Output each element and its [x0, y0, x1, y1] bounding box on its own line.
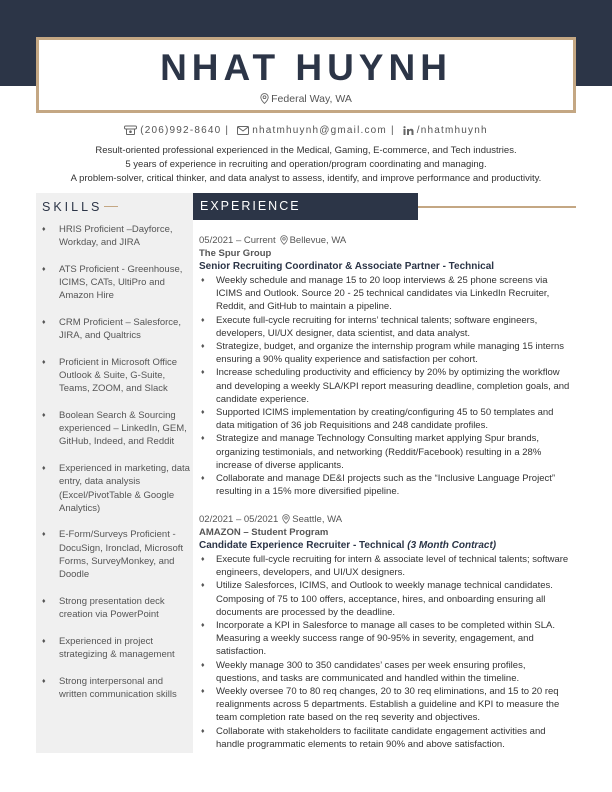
- job-title: Candidate Experience Recruiter - Technical (3 Month Contract): [199, 540, 497, 551]
- location-pin-icon: [280, 235, 288, 245]
- diamond-bullet-icon: ♦: [42, 226, 46, 233]
- skill-item: ♦ Experienced in project strategizing & management: [42, 635, 175, 660]
- experience-accent-line: [418, 206, 576, 208]
- linkedin-handle[interactable]: /nhatmhuynh: [416, 125, 488, 136]
- job-bullet: ♦ Weekly oversee 70 to 80 req changes, 20 to 30 req eliminations, and 15 to 20 req realignments across 5 departments. Establish a guideline and KPI to measure the team completion rate based on the req severity and objectives.: [201, 686, 560, 724]
- skill-item: ♦ E-Form/Surveys Proficient - DocuSign, Ironclad, Microsoft Forms, SurveyMonkey, and Doodle: [42, 529, 184, 581]
- job-bullet: ♦ Execute full-cycle recruiting for interns’ technical talents; software engineers, developers, UI/UX designer, data scientist, and data analyst.: [201, 314, 538, 339]
- diamond-bullet-icon: ♦: [201, 622, 205, 630]
- job-title: Senior Recruiting Coordinator & Associate Partner - Technical: [199, 261, 495, 272]
- skills-heading: SKILLS: [42, 200, 118, 214]
- summary-line: A problem-solver, critical thinker, and data analyst to assess, identify, and improve performance and productivity.: [70, 173, 542, 184]
- diamond-bullet-icon: ♦: [42, 358, 46, 366]
- location-text: Federal Way, WA: [271, 93, 352, 105]
- summary: [40, 144, 572, 186]
- header-location: [39, 92, 573, 106]
- contact-separator: |: [225, 125, 230, 136]
- diamond-bullet-icon: ♦: [201, 475, 205, 483]
- job-bullet: ♦ Supported ICIMS implementation by creating/configuring 45 to 50 templates and data mitigation of 36 job Requisitions and 248 candidate profiles.: [201, 407, 554, 432]
- job-bullet: ♦ Increase scheduling productivity and efficiency by 20% by optimizing the workflow and developing a weekly SLA/KPI report measuring deadline, completion goals, and candidate experience.: [201, 367, 570, 405]
- job-bullets: [199, 553, 571, 751]
- job-dates-location: 02/2021 – 05/2021 Seattle, WA: [199, 514, 343, 525]
- candidate-name: NHAT HUYNH: [160, 47, 452, 88]
- skill-item: ♦ Proficient in Microsoft Office Outlook & Suite, G-Suite, Teams, ZOOM, and Slack: [42, 356, 178, 395]
- diamond-bullet-icon: ♦: [42, 319, 46, 327]
- phone-icon: [124, 125, 137, 135]
- diamond-bullet-icon: ♦: [201, 556, 205, 563]
- diamond-bullet-icon: ♦: [42, 677, 46, 685]
- diamond-bullet-icon: ♦: [201, 409, 205, 417]
- diamond-bullet-icon: ♦: [42, 597, 46, 605]
- email-address[interactable]: nhatmhuynh@gmail.com: [252, 125, 387, 136]
- skills-list: [42, 223, 192, 714]
- diamond-bullet-icon: ♦: [201, 316, 205, 324]
- diamond-bullet-icon: ♦: [201, 277, 205, 284]
- job-dates-location: 05/2021 – Current Bellevue, WA: [199, 235, 347, 246]
- skill-item: ♦ Experienced in marketing, data entry, data analysis (Excel/PivotTable & Google Analytics): [42, 463, 190, 514]
- skills-sidebar: [36, 193, 193, 753]
- skill-item: ♦ Strong presentation deck creation via PowerPoint: [42, 595, 165, 620]
- diamond-bullet-icon: ♦: [201, 369, 205, 377]
- summary-line: Result-oriented professional experienced in the Medical, Gaming, E-commerce, and Tech industries.: [95, 145, 517, 156]
- diamond-bullet-icon: ♦: [42, 637, 46, 645]
- location-pin-icon: [282, 514, 290, 524]
- email-icon: [237, 126, 249, 135]
- job-bullet: ♦ Strategize and manage Technology Consulting market applying Spur brands, organizing testimonials, and networking (Reddit/Facebook) resulting in a 28% increase of diverse applicants.: [201, 433, 542, 471]
- skill-item: ♦ Strong interpersonal and written communication skills: [42, 675, 177, 700]
- name-box: [36, 37, 576, 113]
- location-pin-icon: [260, 93, 269, 104]
- diamond-bullet-icon: ♦: [201, 582, 205, 590]
- job-bullet: ♦ Incorporate a KPI in Salesforce to manage all cases to be completed within SLA. Measuring a weekly success range of 90-95% in severity, engagement, and satisfaction.: [201, 620, 556, 658]
- diamond-bullet-icon: ♦: [42, 412, 46, 420]
- job-bullets: [199, 274, 571, 498]
- job-bullet: ♦ Strategize, budget, and organize the internship program while managing 15 interns ensuring a 90% quality experience and satisfaction per cohort.: [201, 341, 565, 366]
- job-bullet: ♦ Collaborate with stakeholders to facilitate candidate engagement activities and handle programmatic elements to retain 90% and above satisfaction.: [201, 725, 546, 750]
- experience-heading: EXPERIENCE: [200, 199, 301, 213]
- skill-item: ♦ ATS Proficient - Greenhouse, ICIMS, CATs, UltiPro and Amazon Hire: [42, 263, 183, 302]
- diamond-bullet-icon: ♦: [201, 435, 205, 443]
- job-bullet: ♦ Execute full-cycle recruiting for intern & associate level of technical talents; software engineers, developers, and UI/UX designers.: [201, 554, 569, 579]
- skill-item: ♦ HRIS Proficient –Dayforce, Workday, and JIRA: [42, 224, 173, 249]
- diamond-bullet-icon: ♦: [201, 661, 205, 669]
- job-bullet: ♦ Weekly manage 300 to 350 candidates’ cases per week ensuring profiles, questions, and tasks are communicated and handled within the timeline.: [201, 659, 526, 684]
- job-company: The Spur Group: [199, 248, 272, 259]
- skill-item: ♦ CRM Proficient – Salesforce, JIRA, and Qualtrics: [42, 317, 181, 342]
- diamond-bullet-icon: ♦: [42, 531, 46, 539]
- diamond-bullet-icon: ♦: [42, 465, 46, 473]
- linkedin-icon: [403, 126, 414, 135]
- heading-accent-line: [104, 206, 118, 207]
- contact-line: [0, 125, 612, 136]
- job-bullet: ♦ Weekly schedule and manage 15 to 20 loop interviews & 25 phone screens via ICIMS and Outlook. Source 20 - 25 technical candidates via LinkedIn Recruiter, Reddit, and GitHub to maintain a pipeline.: [201, 275, 550, 313]
- job-entry: [199, 234, 571, 498]
- job-title-note: (3 Month Contract): [407, 540, 497, 551]
- diamond-bullet-icon: ♦: [201, 688, 205, 696]
- skill-item: ♦ Boolean Search & Sourcing experienced – LinkedIn, GEM, GitHub, Indeed, and Reddit: [42, 410, 187, 448]
- job-bullet: ♦ Utilize Salesforces, ICIMS, and Outlook to weekly manage technical candidates. Composing of 75 to 100 offers, acceptance, hires, and onboarding ensuring all documents are processed by the deadline.: [201, 580, 553, 618]
- experience-heading-bar: [193, 193, 418, 220]
- job-entry: [199, 513, 571, 751]
- diamond-bullet-icon: ♦: [42, 265, 46, 273]
- diamond-bullet-icon: ♦: [201, 727, 205, 735]
- phone-number[interactable]: (206)992-8640: [140, 125, 222, 136]
- job-company: AMAZON – Student Program: [199, 527, 329, 538]
- job-bullet: ♦ Collaborate and manage DE&I projects such as the “Inclusive Language Project” resulting in a 15% more diversified pipeline.: [201, 473, 556, 498]
- contact-separator: |: [390, 125, 395, 136]
- diamond-bullet-icon: ♦: [201, 343, 205, 351]
- summary-line: 5 years of experience in recruiting and operation/program coordinating and managing.: [125, 159, 487, 170]
